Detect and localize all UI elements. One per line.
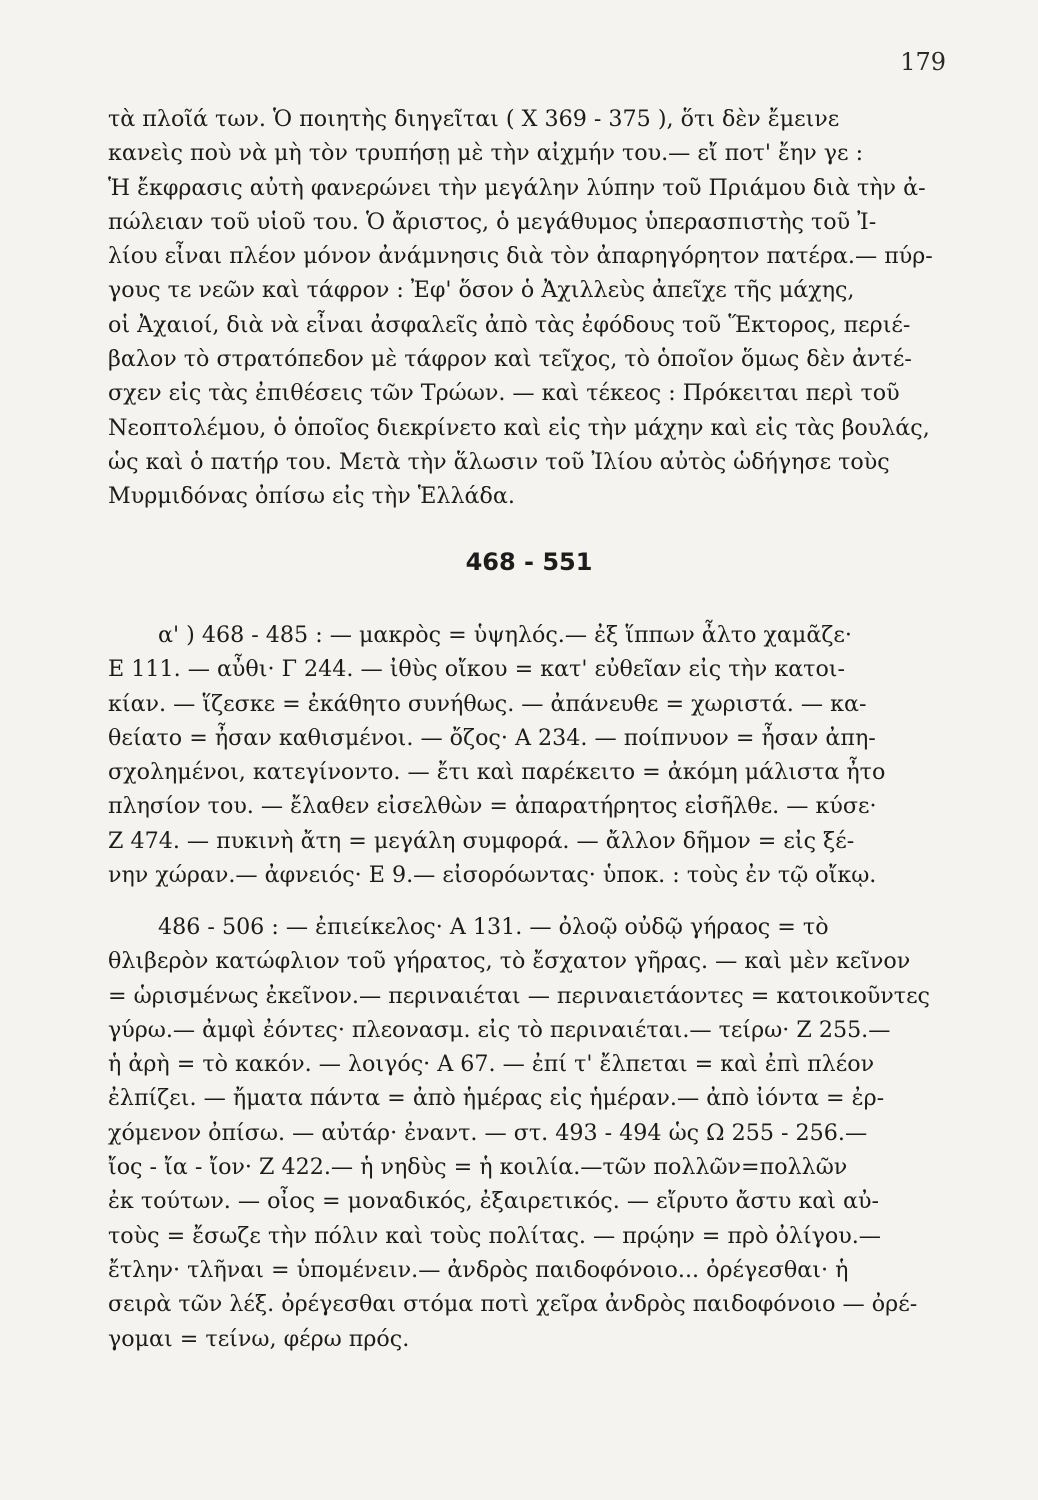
text-line: α' ) 468 - 485 : — μακρὸς = ὑψηλός.— ἐξ ἵππων ἆλτο χαμᾶζε· (158, 622, 852, 648)
text-line: ἐκ τούτων. — οἶος = μοναδικός, ἐξαιρετικός. — εἴρυτο ἄστυ καὶ αὐ- (108, 1188, 879, 1215)
text-line: κανεὶς ποὺ νὰ μὴ τὸν τρυπήσῃ μὲ τὴν αἰχμήν του.— εἴ ποτ' ἔην γε : (108, 140, 864, 167)
text-line: γους τε νεῶν καὶ τάφρον : Ἐφ' ὅσον ὁ Ἀχιλλεὺς ἀπεῖχε τῆς μάχης, (108, 277, 855, 304)
text-line: τοὺς = ἔσωζε τὴν πόλιν καὶ τοὺς πολίτας. — πρῴην = πρὸ ὀλίγου.— (108, 1222, 881, 1249)
text-line: πώλειαν τοῦ υἱοῦ του. Ὁ ἄριστος, ὁ μεγάθυμος ὑπερασπιστὴς τοῦ Ἰ- (108, 208, 877, 235)
text-line: οἱ Ἀχαιοί, διὰ νὰ εἶναι ἀσφαλεῖς ἀπὸ τὰς ἐφόδους τοῦ Ἕκτορος, περιέ- (108, 311, 911, 338)
text-line: σειρὰ τῶν λέξ. ὀρέγεσθαι στόμα ποτὶ χεῖρα ἀνδρὸς παιδοφόνοιο — ὀρέ- (108, 1291, 918, 1318)
text-line: θείατο = ἦσαν καθισμένοι. — ὄζος· Α 234. — ποίπνυον = ἦσαν ἀπη- (108, 724, 876, 751)
text-line: Μυρμιδόνας ὀπίσω εἰς τὴν Ἑλλάδα. (108, 483, 515, 510)
text-line: ἡ ἀρὴ = τὸ κακόν. — λοιγός· Α 67. — ἐπί τ' ἔλπεται = καὶ ἐπὶ πλέον (108, 1051, 875, 1078)
text-line: τὰ πλοῖά των. Ὁ ποιητὴς διηγεῖται ( Χ 369 - 375 ), ὅτι δὲν ἔμεινε (108, 106, 840, 132)
section-heading: 468 - 551 (465, 548, 593, 576)
text-line: σχεν εἰς τὰς ἐπιθέσεις τῶν Τρώων. — καὶ τέκεος : Πρόκειται περὶ τοῦ (108, 380, 900, 407)
text-line: θλιβερὸν κατώφλιον τοῦ γήρατος, τὸ ἔσχατον γῆρας. — καὶ μὲν κεῖνον (108, 948, 911, 975)
text-line: Ζ 474. — πυκινὴ ἄτη = μεγάλη συμφορά. — ἄλλον δῆμον = εἰς ξέ- (108, 827, 855, 854)
text-line: νην χώραν.— ἀφνειός· Ε 9.— εἰσορόωντας· ὑποκ. : τοὺς ἐν τῷ οἴκῳ. (108, 862, 877, 889)
text-line: ἐλπίζει. — ἤματα πάντα = ἀπὸ ἡμέρας εἰς ἡμέραν.— ἀπὸ ἰόντα = ἐρ- (108, 1085, 885, 1112)
text-line: γομαι = τείνω, φέρω πρός. (108, 1325, 410, 1352)
page-number: 179 (900, 48, 946, 76)
text-line: σχολημένοι, κατεγίνοντο. — ἔτι καὶ παρέκειτο = ἀκόμη μάλιστα ἦτο (108, 759, 886, 786)
text-line: 486 - 506 : — ἐπιείκελος· Α 131. — ὀλοῷ οὐδῷ γήραος = τὸ (158, 914, 829, 940)
text-line: χόμενον ὀπίσω. — αὐτάρ· ἐναντ. — στ. 493 - 494 ὡς Ω 255 - 256.— (108, 1119, 868, 1146)
text-line: λίου εἶναι πλέον μόνον ἀνάμνησις διὰ τὸν ἀπαρηγόρητον πατέρα.— πύρ- (108, 243, 933, 270)
commentary-paragraph-3 (108, 910, 950, 1356)
text-line: Νεοπτολέμου, ὁ ὁποῖος διεκρίνετο καὶ εἰς τὴν μάχην καὶ εἰς τὰς βουλάς, (108, 414, 930, 441)
text-line: βαλον τὸ στρατόπεδον μὲ τάφρον καὶ τεῖχος, τὸ ὁποῖον ὅμως δὲν ἀντέ- (108, 346, 912, 373)
text-line: Ε 111. — αὖθι· Γ 244. — ἰθὺς οἴκου = κατ' εὐθεῖαν εἰς τὴν κατοι- (108, 656, 846, 683)
text-line: πλησίον του. — ἔλαθεν εἰσελθὼν = ἀπαρατήρητος εἰσῆλθε. — κύσε· (108, 793, 877, 820)
text-line: = ὡρισμένως ἐκεῖνον.— περιναιέται — περιναιετάοντες = κατοικοῦντες (108, 982, 930, 1009)
text-line: Ἡ ἔκφρασις αὐτὴ φανερώνει τὴν μεγάλην λύπην τοῦ Πριάμου διὰ τὴν ἀ- (108, 174, 926, 201)
text-line: ὡς καὶ ὁ πατήρ του. Μετὰ τὴν ἅλωσιν τοῦ Ἰλίου αὐτὸς ὡδήγησε τοὺς (108, 448, 890, 475)
text-line: κίαν. — ἵζεσκε = ἐκάθητο συνήθως. — ἀπάνευθε = χωριστά. — κα- (108, 690, 867, 717)
text-line: γύρω.— ἀμφὶ ἐόντες· πλεονασμ. εἰς τὸ περιναιέται.— τείρω· Ζ 255.— (108, 1016, 891, 1043)
text-line: ἔτλην· τλῆναι = ὑπομένειν.— ἀνδρὸς παιδοφόνοιο... ὀρέγεσθαι· ἡ (108, 1256, 849, 1283)
commentary-paragraph-2 (108, 618, 950, 892)
text-line: ἴος - ἴα - ἴον· Ζ 422.— ἡ νηδὺς = ἡ κοιλία.—τῶν πολλῶν=πολλῶν (108, 1154, 848, 1181)
commentary-paragraph-1 (108, 102, 950, 514)
